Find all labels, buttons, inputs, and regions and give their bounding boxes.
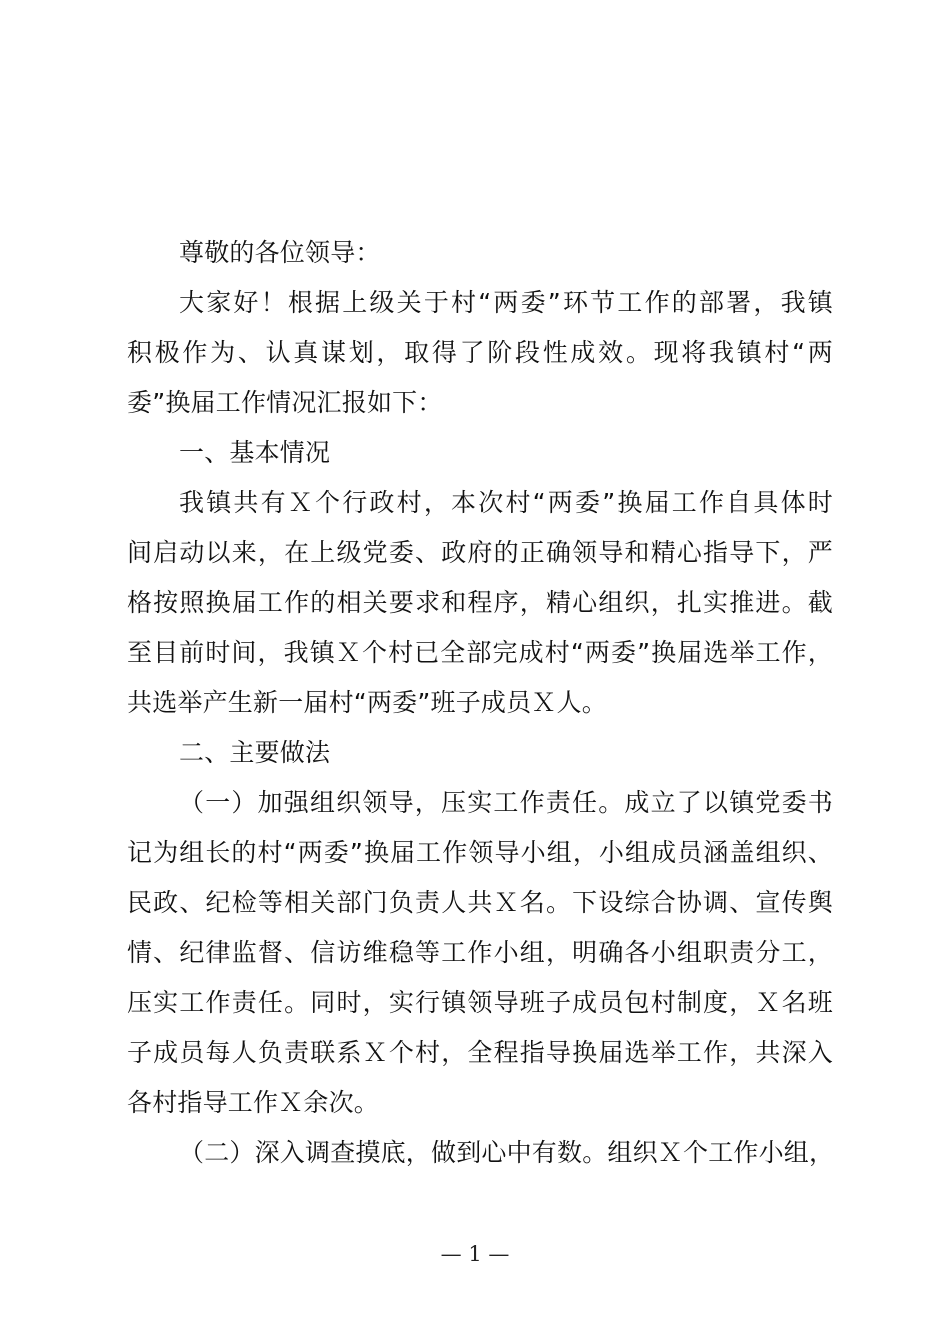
text-line: 各村指导工作Ｘ余次。 bbox=[127, 1088, 380, 1117]
text-line: （一）加强组织领导，压实工作责任。成立了以镇党委书 bbox=[179, 788, 833, 817]
text-line: 积极作为、认真谋划，取得了阶段性成效。现将我镇村“两 bbox=[127, 338, 833, 367]
text-line: 至目前时间，我镇Ｘ个村已全部完成村“两委”换届选举工作， bbox=[127, 638, 833, 667]
salutation: 尊敬的各位领导： bbox=[179, 238, 381, 267]
text-line: 一、基本情况 bbox=[179, 438, 331, 467]
document-body bbox=[127, 228, 833, 1178]
text-line: 我镇共有Ｘ个行政村，本次村“两委”换届工作自具体时 bbox=[179, 488, 833, 517]
text-line: 压实工作责任。同时，实行镇领导班子成员包村制度，Ｘ名班 bbox=[127, 988, 833, 1017]
text-line: 子成员每人负责联系Ｘ个村，全程指导换届选举工作，共深入 bbox=[127, 1038, 833, 1067]
text-line: 委”换届工作情况汇报如下： bbox=[127, 388, 443, 417]
text-line: 二、主要做法 bbox=[179, 738, 331, 767]
text-line: 民政、纪检等相关部门负责人共Ｘ名。下设综合协调、宣传舆 bbox=[127, 888, 833, 917]
text-line: 共选举产生新一届村“两委”班子成员Ｘ人。 bbox=[127, 688, 607, 717]
text-line: 大家好！根据上级关于村“两委”环节工作的部署，我镇 bbox=[179, 288, 833, 317]
text-line: （二）深入调查摸底，做到心中有数。组织Ｘ个工作小组， bbox=[179, 1138, 835, 1167]
text-line: 情、纪律监督、信访维稳等工作小组，明确各小组职责分工， bbox=[127, 938, 833, 967]
page-number: — 1 — bbox=[440, 1242, 510, 1266]
text-line: 格按照换届工作的相关要求和程序，精心组织，扎实推进。截 bbox=[127, 588, 833, 617]
text-line: 记为组长的村“两委”换届工作领导小组，小组成员涵盖组织、 bbox=[127, 838, 833, 867]
paragraph-lines bbox=[127, 278, 833, 1178]
text-line: 间启动以来，在上级党委、政府的正确领导和精心指导下，严 bbox=[127, 538, 833, 567]
